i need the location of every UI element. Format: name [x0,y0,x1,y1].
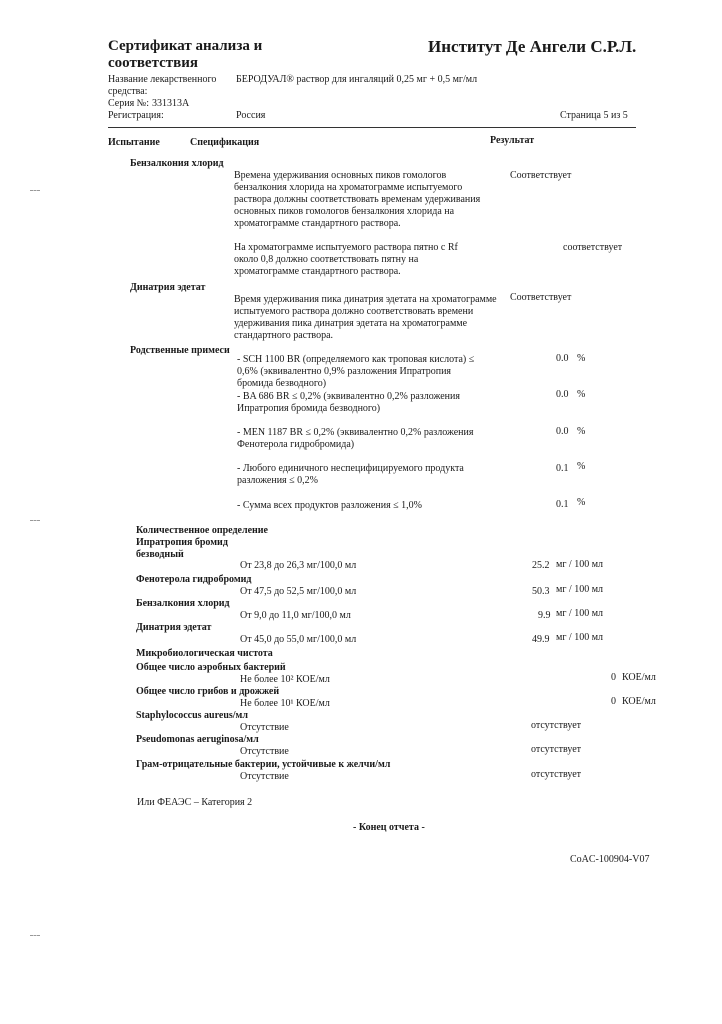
assay-item-2-unit: мг / 100 мл [556,584,604,595]
series-label: Серия №: [108,98,150,109]
fungi-value: 0 [611,696,616,707]
institute-name: Институт Де Ангели С.Р.Л. [428,37,637,56]
benzalkonium-spec-2: На хроматограмме испытуемого раствора пятно с Rf около 0,8 должно соответствовать пятну на хроматограмме стандартного раствора. [234,242,458,277]
staph-result: отсутствует [531,720,582,731]
margin-mark [30,935,40,936]
related-heading: Родственные примеси [130,345,230,356]
staph-spec: Отсутствие [240,722,289,733]
assay-item-1-spec: От 23,8 до 26,3 мг/100,0 мл [240,560,357,571]
registration-value: Россия [236,110,266,121]
pseudomonas-spec: Отсутствие [240,746,289,757]
assay-item-4-unit: мг / 100 мл [556,632,604,643]
fungi-name: Общее число грибов и дрожжей [136,686,280,697]
column-specification: Спецификация [190,137,260,148]
assay-item-2-name: Фенотерола гидробромид [136,574,252,585]
assay-item-4-name: Динатрия эдетат [136,622,212,633]
related-unit-4: % [577,461,586,472]
assay-item-3-unit: мг / 100 мл [556,608,604,619]
aerobic-name: Общее число аэробных бактерий [136,662,286,673]
related-unit-3: % [577,426,586,437]
column-test: Испытание [108,137,160,148]
related-spec-2: - BA 686 BR ≤ 0,2% (эквивалентно 0,2% разложения Ипратропия бромида безводного) [237,391,460,414]
footer-note: Или ФЕАЭС – Категория 2 [137,797,253,808]
assay-item-1-unit: мг / 100 мл [556,559,604,570]
edetate-result: Соответствует [510,292,572,303]
aerobic-spec: Не более 10² КОЕ/мл [240,674,330,685]
assay-item-1-value: 25.2 [532,560,550,571]
gram-negative-spec: Отсутствие [240,771,289,782]
margin-mark [30,190,40,191]
aerobic-unit: КОЕ/мл [622,672,656,683]
edetate-spec: Время удерживания пика динатрия эдетата на хроматограмме испытуемого раствора должно соответствовать времени удерживания пика динатрия эдетата на хроматограмме стандартного раствора. [234,294,497,341]
end-of-report: - Конец отчета - [353,822,425,833]
assay-item-4-value: 49.9 [532,634,550,645]
related-value-5: 0.1 [556,499,569,510]
benzalkonium-heading: Бензалкония хлорид [130,158,224,169]
header-divider [108,127,636,128]
page-number: Страница 5 из 5 [560,110,628,121]
related-spec-5: - Сумма всех продуктов разложения ≤ 1,0% [237,500,422,511]
pseudomonas-result: отсутствует [531,744,582,755]
assay-item-2-value: 50.3 [532,586,550,597]
related-unit-5: % [577,497,586,508]
margin-mark [30,520,40,521]
assay-item-2-spec: От 47,5 до 52,5 мг/100,0 мл [240,586,357,597]
fungi-unit: КОЕ/мл [622,696,656,707]
series-value: 331313А [152,98,190,109]
drug-name-label: Название лекарственного средства: [108,74,217,97]
micro-heading: Микробиологическая чистота [136,648,273,659]
edetate-heading: Динатрия эдетат [130,282,206,293]
benzalkonium-spec-1: Времена удерживания основных пиков гомологов бензалкония хлорида на хроматограмме испытуемого раствора должны соответствовать временам удерживания основных пиков гомологов бензалкония хлорида на хроматограмме стандартного раствора. [234,170,481,229]
related-spec-1: - SCH 1100 BR (определяемого как троповая кислота) ≤ 0,6% (эквивалентно 0,9% разложения Ипратропия бромида безводного) [237,354,475,389]
staph-name: Staphylococcus aureus/мл [136,710,248,721]
related-value-2: 0.0 [556,389,569,400]
benzalkonium-result-2: соответствует [563,242,623,253]
assay-heading: Количественное определение [136,525,268,536]
document-title: Сертификат анализа и соответствия [108,38,263,71]
assay-item-3-name: Бензалкония хлорид [136,598,230,609]
document-code: CoAC-100904-V07 [570,854,650,865]
related-value-1: 0.0 [556,353,569,364]
fungi-spec: Не более 10¹ КОЕ/мл [240,698,330,709]
related-spec-3: - MEN 1187 BR ≤ 0,2% (эквивалентно 0,2% разложения Фенотерола гидробромида) [237,427,474,450]
benzalkonium-result-1: Соответствует [510,170,572,181]
pseudomonas-name: Pseudomonas aeruginosa/мл [136,734,259,745]
registration-label: Регистрация: [108,110,164,121]
assay-item-3-spec: От 9,0 до 11,0 мг/100,0 мл [240,610,351,621]
assay-item-4-spec: От 45,0 до 55,0 мг/100,0 мл [240,634,357,645]
drug-name-value: БЕРОДУАЛ® раствор для ингаляций 0,25 мг + 0,5 мг/мл [236,74,478,85]
assay-item-3-value: 9.9 [538,610,551,621]
gram-negative-name: Грам-отрицательные бактерии, устойчивые к желчи/мл [136,759,391,770]
related-spec-4: - Любого единичного неспецифицируемого продукта разложения ≤ 0,2% [237,463,464,486]
gram-negative-result: отсутствует [531,769,582,780]
aerobic-value: 0 [611,672,616,683]
related-value-3: 0.0 [556,426,569,437]
related-value-4: 0.1 [556,463,569,474]
related-unit-2: % [577,389,586,400]
column-result: Результат [490,135,535,146]
assay-item-1-name: Ипратропия бромид безводный [136,537,228,560]
related-unit-1: % [577,353,586,364]
